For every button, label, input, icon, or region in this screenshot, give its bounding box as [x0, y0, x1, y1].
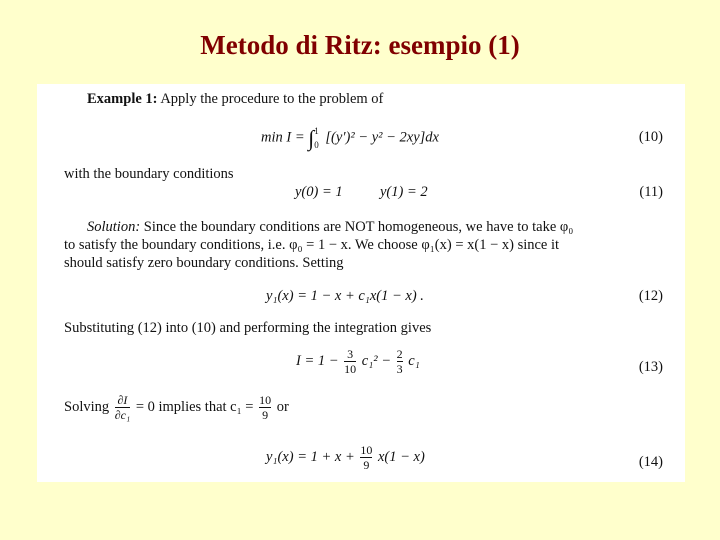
eq10-lhs: min I = [261, 129, 305, 146]
slide-title: Metodo di Ritz: esempio (1) [200, 30, 520, 60]
eq14-lhs: y₁(x) = 1 + x + [266, 448, 355, 465]
eq10-body: [(y′)² − y² − 2xy]dx [325, 129, 439, 146]
eq10-lower: 0 [314, 140, 319, 151]
solving-line [64, 394, 289, 421]
eq13-mid: c₁² − [361, 352, 392, 369]
eq13-lhs: I = 1 − [296, 352, 339, 369]
bc-text: with the boundary conditions [64, 166, 234, 182]
eq14-number: (14) [638, 454, 663, 470]
solution-label: Solution: [87, 219, 141, 235]
substituting-text: Substituting (12) into (10) and performing the integration gives [64, 320, 432, 336]
eq13-f2-den: 3 [396, 361, 403, 376]
eq10-upper: 1 [314, 126, 319, 136]
solution-line-1 [87, 220, 573, 235]
example-intro [87, 92, 383, 107]
equation-14 [266, 444, 425, 471]
eq10-number: (10) [638, 129, 663, 145]
eq14-end: x(1 − x) [378, 448, 425, 465]
sol-line1-text: Since the boundary conditions are NOT homogeneous, we have to take φ₀ [143, 219, 574, 235]
eq14-f-num: 10 [360, 443, 373, 457]
solving-mid: = 0 implies that c₁ = [135, 398, 254, 415]
solving-c-num: 10 [259, 393, 272, 407]
eq11-a: y(0) = 1 [295, 184, 343, 200]
intro-text: Apply the procedure to the problem of [160, 91, 384, 107]
solving-post: or [276, 398, 289, 415]
solving-pre: Solving [64, 398, 110, 415]
eq13-end: c₁ [408, 352, 420, 369]
equation-10: min I = ∫ 1 0 [(y′)² − y² − 2xy]dx [261, 124, 439, 153]
eq13-f1-num: 3 [347, 347, 354, 361]
solving-d-num: ∂I [117, 393, 128, 407]
eq11-b: y(1) = 2 [380, 184, 428, 200]
solution-line-3: should satisfy zero boundary conditions. Setting [64, 255, 344, 271]
eq13-number: (13) [638, 359, 663, 375]
equation-13 [296, 348, 420, 375]
eq13-f2-num: 2 [396, 347, 403, 361]
solution-line-2: to satisfy the boundary conditions, i.e. φ₀ = 1 − x. We choose φ₁(x) = x(1 − x) since it [64, 237, 560, 253]
equation-12: y₁(x) = 1 − x + c₁x(1 − x) . [266, 288, 424, 304]
eq11-number: (11) [639, 184, 663, 200]
solving-d-den: ∂c₁ [114, 407, 131, 422]
solving-c-den: 9 [259, 407, 271, 422]
eq13-f1-den: 10 [344, 361, 357, 376]
content-panel [37, 84, 685, 482]
eq14-f-den: 9 [360, 457, 372, 472]
example-label: Example 1: [87, 91, 158, 107]
eq12-number: (12) [638, 288, 663, 304]
